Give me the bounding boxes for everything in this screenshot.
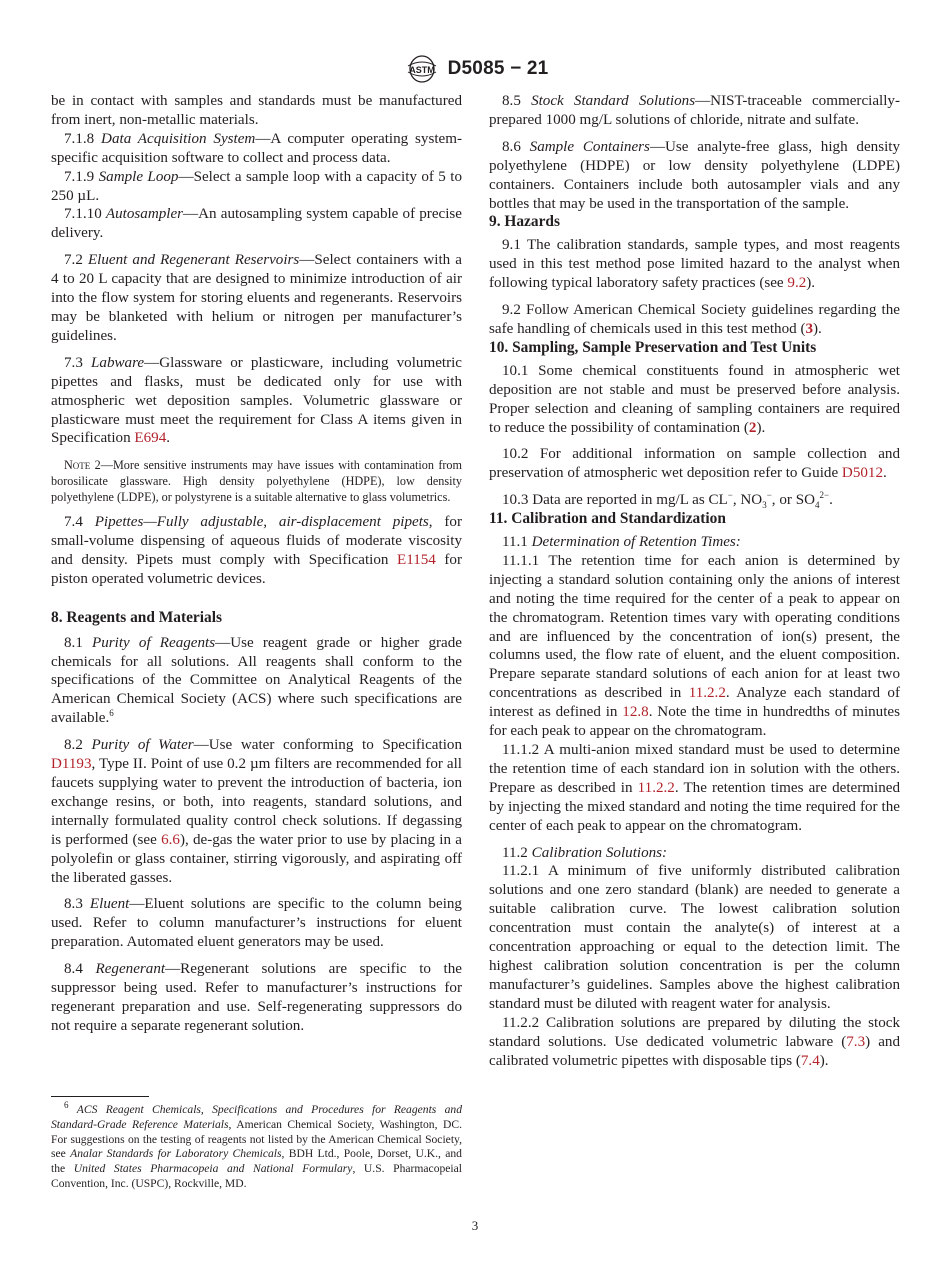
term-data-acquisition-system: Data Acquisition System bbox=[101, 130, 256, 147]
link-7-4[interactable]: 7.4 bbox=[800, 1052, 820, 1069]
paragraph-8-6: 8.6 Sample Containers—Use analyte-free glass, high density polyethylene (HDPE) or low density polyethylene (LDPE) containers. Containers include both autosampler vials and any bottles that may be used in the transportation of the sample. bbox=[489, 138, 900, 212]
link-6-6[interactable]: 6.6 bbox=[161, 831, 180, 848]
paragraph-10-3: 10.3 Data are reported in mg/L as CL−, $NO_3^-$, or $SO_4^{2-}$. bbox=[502, 490, 833, 511]
term-stock-standard-solutions: Stock Standard Solutions bbox=[531, 93, 696, 109]
link-e1154[interactable]: E1154 bbox=[397, 551, 436, 568]
term-determination-of-retention-times: Determination of Retention Times: bbox=[531, 534, 741, 551]
paragraph-8-4: 8.4 Regenerant—Regenerant solutions are specific to the suppressor being used. Refer to manufacturer’s instructions for regenerant preparation and use. Self-regenerating suppressors do not require a separate regenerant solution. bbox=[51, 961, 462, 1034]
paragraph-10-2: 10.2 For additional information on sample collection and preservation of atmospheric wet deposition refer to Guide D5012. bbox=[489, 446, 900, 482]
note-2: Note 2—More sensitive instruments may have issues with contamination from borosilicate glassware. High density polyethylene (HDPE), low density polyethylene (LDPE), or polystyrene is a suitable alternative to glass volumetrics. bbox=[51, 458, 463, 504]
term-sample-loop: Sample Loop bbox=[98, 168, 179, 185]
paragraph-7-4: 7.4 Pipettes—Fully adjustable, air-displacement pipets, for small-volume dispensing of aqueous fluids of moderate viscosity and density. Pipets must comply with Specification E1154 for piston operated volumetric devices. bbox=[51, 514, 463, 587]
paragraph-8-2: 8.2 Purity of Water—Use water conforming to Specification D1193, Type II. Point of use 0.2 µm filters are recommended for all faucets supplying water to prevent the introduction of bacteria, ion exchange resins, or both, into reagents, standard solutions, and internally formulated quality control check solutions. If degassing is performed (see 6.6), de-gas the water prior to use by placing in a polyolefin or glass container, stirring vigorously, and aspirating off the liberated gasses. bbox=[51, 737, 463, 886]
footnote-divider bbox=[51, 1096, 149, 1097]
term-pipettes: Pipettes—Fully adjustable, air-displacement pipets bbox=[94, 514, 429, 531]
link-7-3[interactable]: 7.3 bbox=[846, 1033, 866, 1050]
paragraph-11-2: 11.2 Calibration Solutions: bbox=[502, 844, 668, 861]
paragraph-7-1-10: 7.1.10 Autosampler—An autosampling system capable of precise delivery. bbox=[51, 206, 462, 242]
link-11-2-2[interactable]: 11.2.2 bbox=[688, 685, 726, 702]
document-id: D5085 − 21 bbox=[447, 58, 549, 79]
term-calibration-solutions: Calibration Solutions: bbox=[531, 844, 668, 861]
astm-logo-icon bbox=[402, 54, 442, 84]
paragraph-11-1: 11.1 Determination of Retention Times: bbox=[502, 534, 741, 551]
footnote-6: $^6$ ACS Reagent Chemicals, Specifications and Procedures for Reagents and Standard-Grade Reference Materials, American Chemical Society, Washington, DC. For suggestions on the testing of reagents not listed by the American Chemical Society, see Analar Standards for Laboratory Chemicals, BDH Ltd., Poole, Dorset, U.K., and the United States Pharmacopeia and National Formulary, U.S. Pharmacopeial Convention, Inc. (USPC), Rockville, MD. bbox=[51, 1100, 463, 1190]
paragraph-8-3: 8.3 Eluent—Eluent solutions are specific to the column being used. Refer to column manufacturer’s instructions for eluent preparation. Automated eluent generators may be used. bbox=[51, 896, 462, 951]
term-regenerant: Regenerant bbox=[95, 961, 166, 978]
page-header bbox=[0, 54, 950, 84]
term-autosampler: Autosampler bbox=[105, 206, 184, 223]
paragraph-11-2-2: 11.2.2 Calibration solutions are prepared by diluting the stock standard solutions. Use dedicated volumetric labware (7.3) and calibrated volumetric pipettes with disposable tips (7.4). bbox=[489, 1014, 901, 1069]
term-purity-of-water: Purity of Water bbox=[91, 737, 194, 754]
footnote-ref-6[interactable]: 6 bbox=[109, 708, 114, 719]
paragraph-11-1-2: 11.1.2 A multi-anion mixed standard must be used to determine the retention time of each standard ion in solution with the others. Prepare as described in 11.2.2. The retention times are determined by injecting the mixed standard and noting the time required for the center of each peak to appear on the chromatogram. bbox=[489, 742, 900, 834]
paragraph-8-1: 8.1 Purity of Reagents—Use reagent grade or higher grade chemicals for all solutions. All reagents shall conform to the specifications of the Committee on Analytical Reagents of the American Chemical Society (ACS) where such specifications are available.$^6$ bbox=[51, 634, 462, 727]
term-purity-of-reagents: Purity of Reagents bbox=[92, 634, 216, 651]
term-labware: Labware bbox=[91, 354, 145, 371]
section-heading-10: 10. Sampling, Sample Preservation and Test Units bbox=[489, 338, 817, 356]
section-heading-8: 8. Reagents and Materials bbox=[51, 608, 222, 626]
term-eluent-regenerant-reservoirs: Eluent and Regenerant Reservoirs bbox=[87, 252, 300, 269]
left-column bbox=[51, 92, 462, 1036]
paragraph-9-2: 9.2 Follow American Chemical Society guidelines regarding the safe handling of chemicals used in this test method (3). bbox=[489, 302, 900, 337]
term-sample-containers: Sample Containers bbox=[529, 138, 650, 155]
paragraph-7-3: 7.3 Labware—Glassware or plasticware, including volumetric pipettes and flasks, must be dedicated only for use with atmospheric wet deposition samples. Volumetric glassware or plasticware must meet the requirement for Class A items given in Specification E694. bbox=[51, 354, 463, 447]
paragraph-8-5: 8.5 Stock Standard Solutions—NIST-traceable commercially-prepared 1000 mg/L solutions of chloride, nitrate and sulfate. bbox=[489, 93, 900, 128]
reference-link-3[interactable]: 3 bbox=[805, 320, 814, 337]
reference-link-2[interactable]: 2 bbox=[748, 419, 757, 436]
paragraph-9-1: 9.1 The calibration standards, sample types, and most reagents used in this test method pose limited hazard to the analyst when following typical laboratory safety practices (see 9.2). bbox=[489, 237, 900, 292]
link-e694[interactable]: E694 bbox=[134, 430, 167, 447]
paragraph-11-2-1: 11.2.1 A minimum of five uniformly distributed calibration solutions and one zero standard (blank) are needed to generate a suitable calibration curve. The lowest calibration solution concentration must contain the analyte(s) of interest at a concentration approaching or equal to the detection limit. The highest calibration solution concentration is per the column manufacturer’s guidelines. Samples above the highest calibration standard must be diluted with reagent water for analysis. bbox=[489, 863, 900, 1012]
paragraph-11-1-1: 11.1.1 The retention time for each anion is determined by injecting a standard solution containing only the anions of interest and noting the time required for the center of a peak to appear on the chromatogram. Retention times vary with operating conditions and are influenced by the concentration of ion(s) present, the columns used, the flow rate of eluent, and the eluent composition. Prepare separate standard solutions of each anion for at least two concentrations as described in 11.2.2. Analyze each standard of interest as defined in 12.8. Note the time in hundredths of minutes for each peak to appear on the chromatogram. bbox=[489, 552, 900, 740]
section-heading-11: 11. Calibration and Standardization bbox=[489, 510, 726, 528]
link-9-2[interactable]: 9.2 bbox=[787, 275, 807, 292]
link-11-2-2[interactable]: 11.2.2 bbox=[637, 779, 675, 796]
link-d1193[interactable]: D1193 bbox=[51, 756, 92, 773]
footnote-mark: 6 bbox=[64, 1100, 69, 1111]
right-column bbox=[489, 92, 900, 1070]
paragraph-10-1: 10.1 Some chemical constituents found in atmospheric wet deposition are not stable and must be preserved before analysis. Proper selection and cleaning of sampling containers are required to reduce the possibility of contamination (2). bbox=[489, 362, 900, 436]
note-label: Note 2 bbox=[64, 458, 101, 473]
paragraph-7-2: 7.2 Eluent and Regenerant Reservoirs—Select containers with a 4 to 20 L capacity that are designed to minimize introduction of air into the flow system for storing eluents and regenerants. Reservoirs may be blanketed with helium or nitrogen per manufacturer’s guidelines. bbox=[51, 252, 462, 344]
page-number: 3 bbox=[471, 1218, 479, 1233]
link-d5012[interactable]: D5012 bbox=[841, 465, 884, 482]
link-12-8[interactable]: 12.8 bbox=[622, 704, 649, 721]
term-eluent: Eluent bbox=[89, 896, 130, 913]
paragraph-7-1-9: 7.1.9 Sample Loop—Select a sample loop with a capacity of 5 to 250 µL. bbox=[51, 168, 462, 204]
paragraph-7-1-7-continued: be in contact with samples and standards must be manufactured from inert, non-metallic materials. bbox=[51, 93, 462, 128]
paragraph-7-1-8: 7.1.8 Data Acquisition System—A computer operating system-specific acquisition software to collect and process data. bbox=[51, 130, 462, 166]
section-heading-9: 9. Hazards bbox=[489, 213, 560, 231]
svg-text:ASTM: ASTM bbox=[408, 65, 435, 75]
